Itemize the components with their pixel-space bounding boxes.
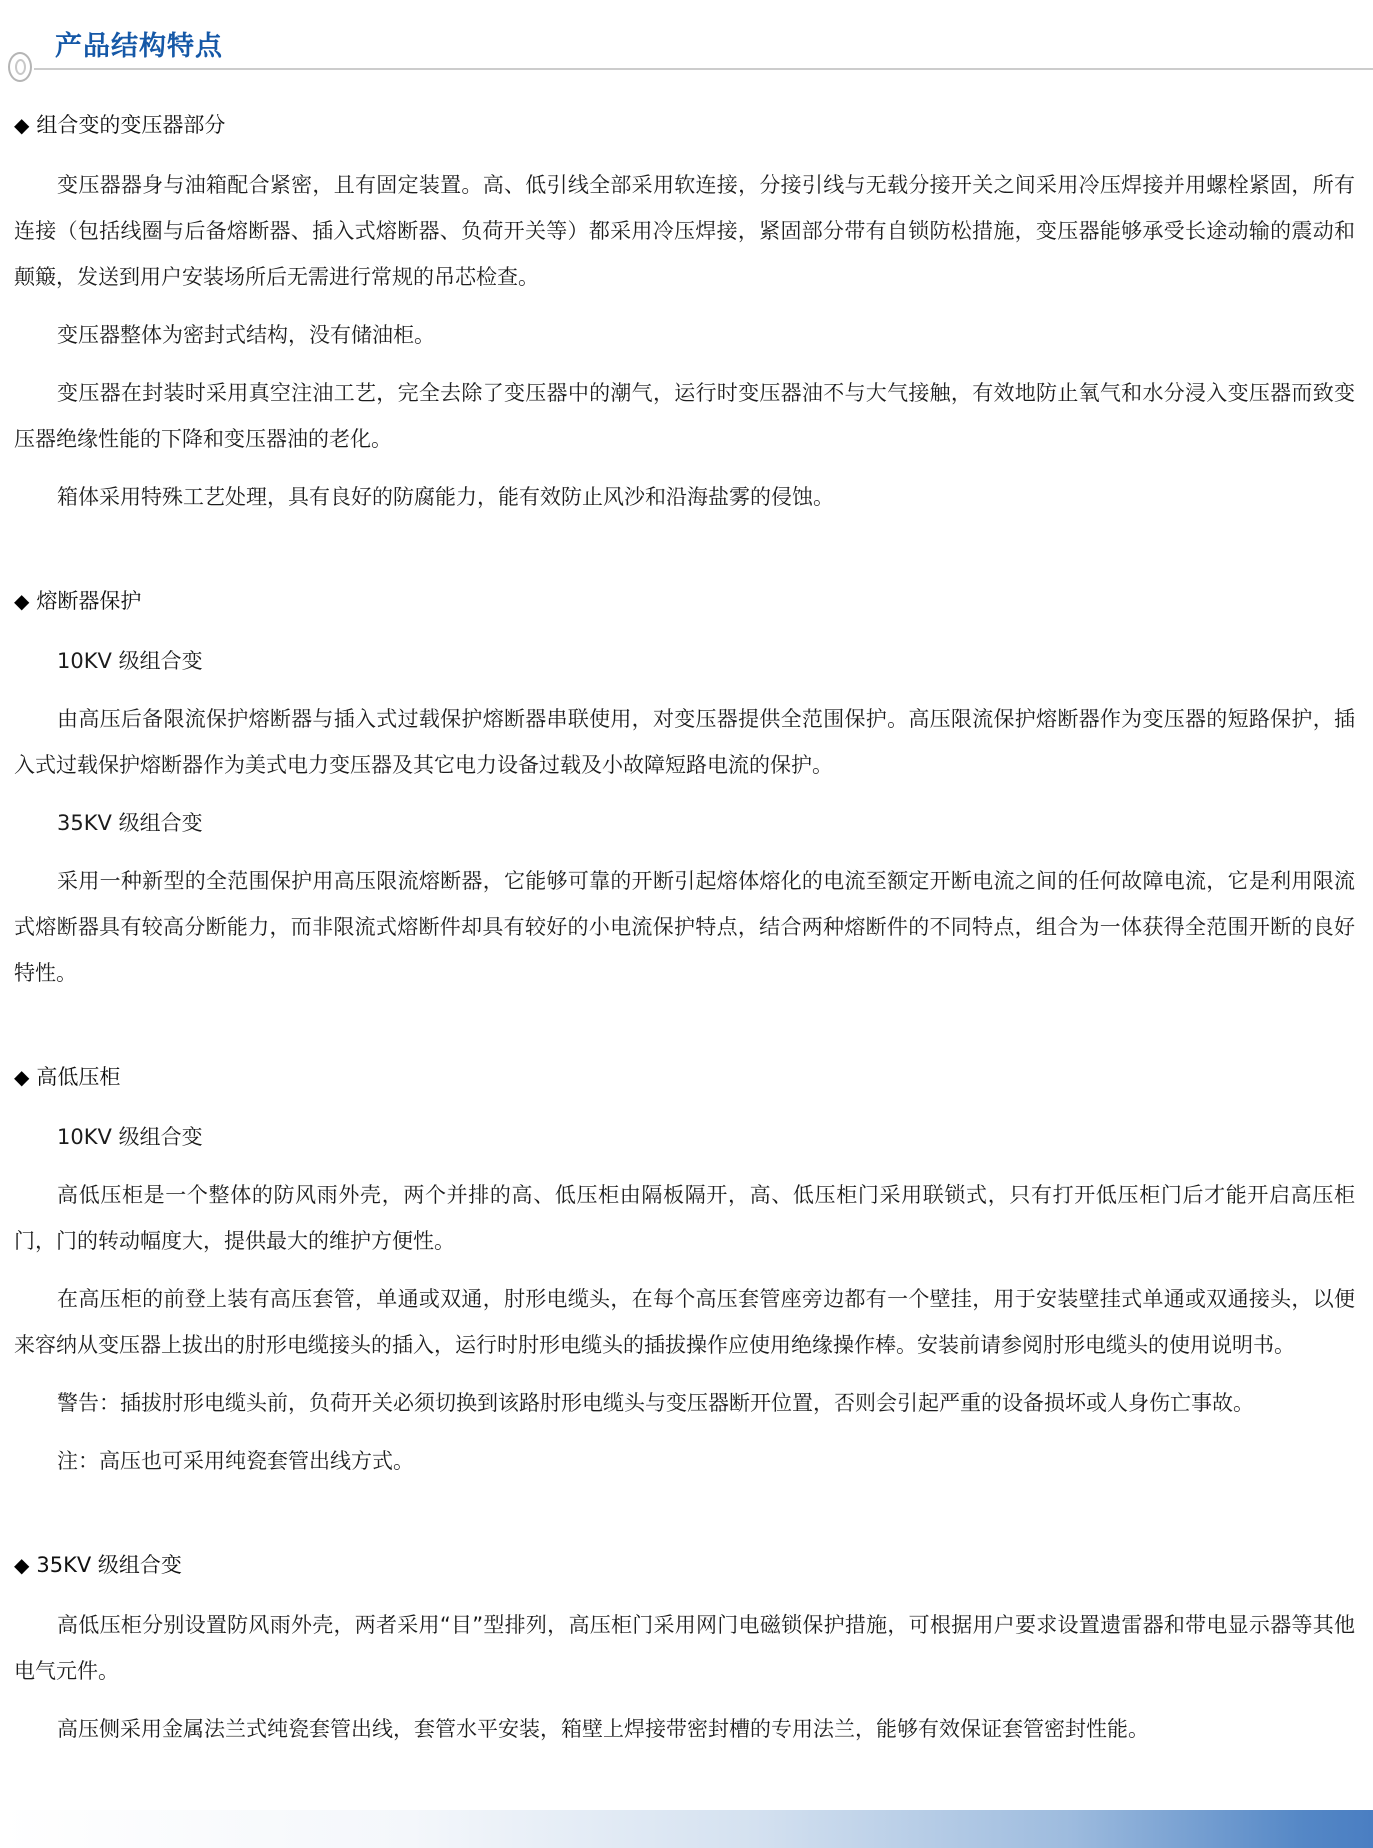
subheading-35kv: 35KV 级组合变: [57, 811, 203, 835]
paragraph: 箱体采用特殊工艺处理，具有良好的防腐能力，能有效防止风沙和沿海盐雾的侵蚀。: [57, 485, 835, 509]
section-hv-lv-cabinet: [14, 1054, 1355, 1484]
diamond-bullet-icon: ◆: [14, 113, 30, 137]
paragraph: 变压器在封装时采用真空注油工艺，完全去除了变压器中的潮气，运行时变压器油不与大气接触，有效地防止氧气和水分浸入变压器而致变压器绝缘性能的下降和变压器油的老化。: [14, 381, 1355, 451]
paragraph: 高压侧采用金属法兰式纯瓷套管出线，套管水平安装，箱壁上焊接带密封槽的专用法兰，能够有效保证套管密封性能。: [57, 1717, 1150, 1741]
paragraph: 在高压柜的前登上装有高压套管，单通或双通，肘形电缆头，在每个高压套管座旁边都有一个壁挂，用于安装壁挂式单通或双通接头，以便来容纳从变压器上拔出的肘形电缆接头的插入，运行时肘形电缆头的插拔操作应使用绝缘操作棒。安装前请参阅肘形电缆头的使用说明书。: [14, 1287, 1355, 1357]
section-heading: [14, 1054, 1355, 1100]
diamond-bullet-icon: ◆: [14, 589, 30, 613]
section-fuse-protection: [14, 578, 1355, 996]
section-transformer-part: [14, 102, 1355, 520]
diamond-bullet-icon: ◆: [14, 1553, 30, 1577]
section-heading-label: 组合变的变压器部分: [36, 113, 226, 137]
diamond-bullet-icon: ◆: [14, 1065, 30, 1089]
paragraph: 高低压柜分别设置防风雨外壳，两者采用“目”型排列，高压柜门采用网门电磁锁保护措施，可根据用户要求设置遗雷器和带电显示器等其他电气元件。: [14, 1613, 1355, 1683]
section-heading-label: 熔断器保护: [36, 589, 142, 613]
paragraph: 由高压后备限流保护熔断器与插入式过载保护熔断器串联使用，对变压器提供全范围保护。高压限流保护熔断器作为变压器的短路保护，插入式过载保护熔断器作为美式电力变压器及其它电力设备过载及小故障短路电流的保护。: [14, 707, 1355, 777]
paragraph-note: 注：高压也可采用纯瓷套管出线方式。: [57, 1449, 415, 1473]
section-heading-label: 35KV 级组合变: [36, 1553, 182, 1577]
ring-inner-icon: [15, 59, 26, 75]
paragraph: 采用一种新型的全范围保护用高压限流熔断器，它能够可靠的开断引起熔体熔化的电流至额定开断电流之间的任何故障电流，它是利用限流式熔断器具有较高分断能力，而非限流式熔断件却具有较好的小电流保护特点，结合两种熔断件的不同特点，组合为一体获得全范围开断的良好特性。: [14, 869, 1355, 985]
footer-gradient-bar: [0, 1810, 1373, 1848]
section-heading: [14, 102, 1355, 148]
section-heading: [14, 578, 1355, 624]
section-heading: [14, 1542, 1355, 1588]
subheading-10kv: 10KV 级组合变: [57, 1125, 203, 1149]
paragraph: 变压器整体为密封式结构，没有储油柜。: [57, 323, 436, 347]
document-content: [0, 102, 1373, 1752]
page-title: 产品结构特点: [55, 31, 223, 62]
paragraph-warning: 警告：插拔肘形电缆头前，负荷开关必须切换到该路肘形电缆头与变压器断开位置，否则会引起严重的设备损坏或人身伤亡事故。: [57, 1391, 1255, 1415]
ring-ornament-icon: [8, 52, 32, 82]
section-heading-label: 高低压柜: [36, 1065, 121, 1089]
paragraph: 变压器器身与油箱配合紧密，且有固定装置。高、低引线全部采用软连接，分接引线与无载分接开关之间采用冷压焊接并用螺栓紧固，所有连接（包括线圈与后备熔断器、插入式熔断器、负荷开关等）都采用冷压焊接，紧固部分带有自锁防松措施，变压器能够承受长途动输的震动和颠簸，发送到用户安装场所后无需进行常规的吊芯检查。: [14, 173, 1355, 289]
section-35kv-combined: [14, 1542, 1355, 1752]
paragraph: 高低压柜是一个整体的防风雨外壳，两个并排的高、低压柜由隔板隔开，高、低压柜门采用联锁式，只有打开低压柜门后才能开启高压柜门，门的转动幅度大，提供最大的维护方便性。: [14, 1183, 1355, 1253]
subheading-10kv: 10KV 级组合变: [57, 649, 203, 673]
header-divider: [34, 68, 1373, 70]
page-header: [0, 0, 1373, 86]
